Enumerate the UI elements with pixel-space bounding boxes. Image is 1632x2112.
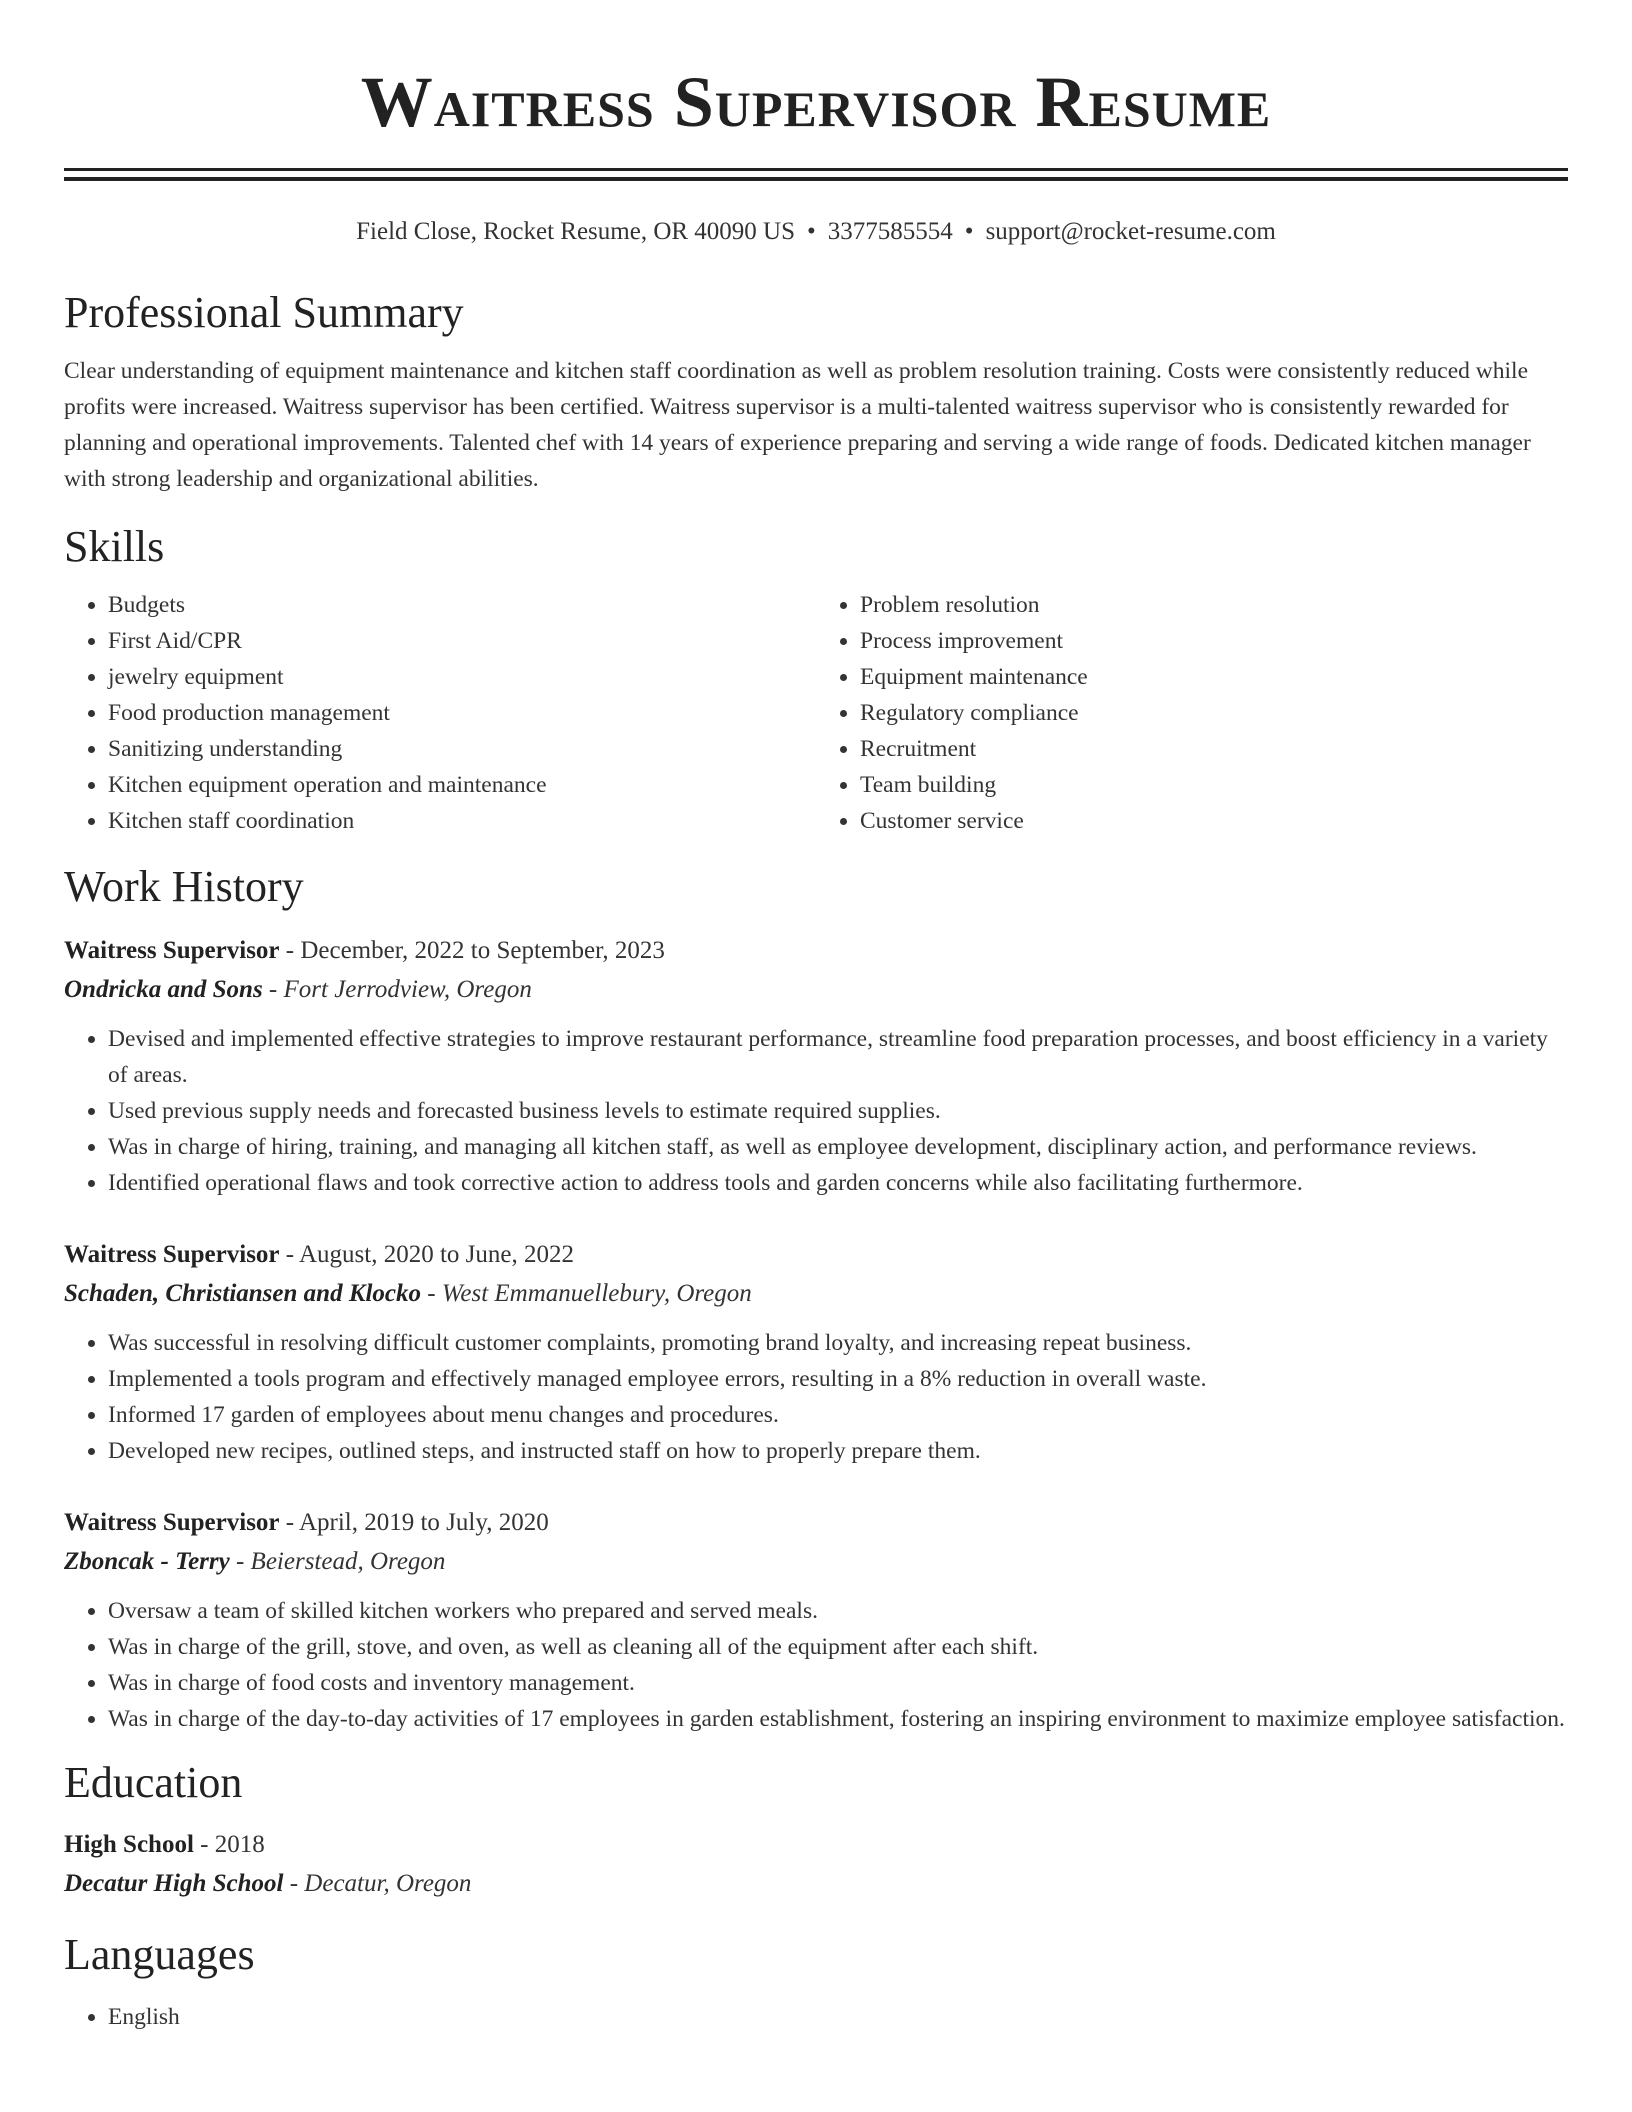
school-location: - Decatur, Oregon (283, 1870, 472, 1897)
job-title: Waitress Supervisor (64, 937, 280, 964)
languages-section (64, 1999, 1568, 2035)
graduation-year: - 2018 (193, 1831, 265, 1858)
contact-separator: • (964, 218, 974, 245)
job-bullet: • Was successful in resolving difficult customer complaints, promoting brand loyalty, and increasing repeat business. (108, 1325, 1568, 1361)
job-bullet: • Identified operational flaws and took corrective action to address tools and garden concerns while also facilitating furthermore. (108, 1165, 1568, 1201)
skill-item: • Kitchen equipment operation and maintenance (108, 767, 816, 803)
company-name: Ondricka and Sons (64, 976, 263, 1003)
job-dates: - April, 2019 to July, 2020 (279, 1509, 549, 1536)
skills-columns (64, 587, 1568, 839)
job-dates: - December, 2022 to September, 2023 (279, 937, 665, 964)
contact-separator: • (807, 218, 816, 245)
job-bullet: • Used previous supply needs and forecasted business levels to estimate required supplies. (108, 1093, 1568, 1129)
job-bullet: • Devised and implemented effective strategies to improve restaurant performance, streamline food preparation processes, and boost efficiency in a variety of areas. (108, 1021, 1568, 1093)
skill-item: • Food production management (108, 695, 816, 731)
skill-item: • Kitchen staff coordination (108, 803, 816, 839)
skill-item: • Process improvement (860, 623, 1568, 659)
job-bullet: • Was in charge of the day-to-day activities of 17 employees in garden establishment, fostering an inspiring environment to maximize employee satisfaction. (108, 1701, 1568, 1737)
resume-title: Waitress Supervisor Resume (360, 62, 1272, 142)
degree: High School (64, 1831, 194, 1858)
job-entry (64, 1235, 1568, 1469)
skills-list-left (64, 587, 816, 839)
job-bullet: • Was in charge of hiring, training, and managing all kitchen staff, as well as employee development, disciplinary action, and performance reviews. (108, 1129, 1568, 1165)
work-history-heading: Work History (64, 862, 304, 911)
job-bullet: • Was in charge of food costs and inventory management. (108, 1665, 1568, 1701)
job-bullets (64, 1593, 1568, 1737)
skill-item: • jewelry equipment (108, 659, 816, 695)
contact-line (64, 217, 1568, 247)
contact-address: Field Close, Rocket Resume, OR 40090 US (356, 218, 796, 245)
contact-email: support@rocket-resume.com (985, 218, 1276, 245)
company-line (64, 1543, 1568, 1581)
job-bullet: • Oversaw a team of skilled kitchen workers who prepared and served meals. (108, 1593, 1568, 1629)
skill-item: • Recruitment (860, 731, 1568, 767)
company-line (64, 971, 1568, 1009)
summary-text: Clear understanding of equipment maintenance and kitchen staff coordination as well as problem resolution training. Costs were consistently reduced while profits were increased. Waitress supervisor has been certified. Waitress supervisor is a multi-talented waitress supervisor who is consistently rewarded for planning and operational improvements. Talented chef with 14 years of experience preparing and serving a wide range of foods. Dedicated kitchen manager with strong leadership and organizational abilities. (64, 358, 1531, 492)
languages-list (64, 1999, 1568, 2035)
job-bullet: • Informed 17 garden of employees about menu changes and procedures. (108, 1397, 1568, 1433)
job-bullet: • Was in charge of the grill, stove, and oven, as well as cleaning all of the equipment after each shift. (108, 1629, 1568, 1665)
skill-item: • Sanitizing understanding (108, 731, 816, 767)
languages-heading: Languages (64, 1930, 255, 1979)
job-title-line (64, 931, 1568, 971)
company-location: - Beierstead, Oregon (229, 1548, 446, 1575)
contact-phone: 3377585554 (827, 218, 953, 245)
job-bullets (64, 1325, 1568, 1469)
job-dates: - August, 2020 to June, 2022 (279, 1241, 574, 1268)
school-line (64, 1865, 1568, 1903)
job-bullet: • Developed new recipes, outlined steps, and instructed staff on how to properly prepare them. (108, 1433, 1568, 1469)
job-bullet: • Implemented a tools program and effectively managed employee errors, resulting in a 8% reduction in overall waste. (108, 1361, 1568, 1397)
summary-heading: Professional Summary (64, 288, 464, 337)
job-entry (64, 1503, 1568, 1737)
job-title: Waitress Supervisor (64, 1241, 280, 1268)
company-name: Schaden, Christiansen and Klocko (64, 1280, 422, 1307)
job-title: Waitress Supervisor (64, 1509, 280, 1536)
title-rule-top (64, 168, 1568, 171)
language-item: • English (108, 1999, 1568, 2035)
skill-item: • Regulatory compliance (860, 695, 1568, 731)
resume-page (64, 0, 1568, 2035)
job-title-line (64, 1503, 1568, 1543)
skill-item: • Customer service (860, 803, 1568, 839)
school-name: Decatur High School (64, 1870, 284, 1897)
job-bullets (64, 1021, 1568, 1201)
job-title-line (64, 1235, 1568, 1275)
title-rule-bottom (64, 177, 1568, 181)
education-heading: Education (64, 1758, 243, 1807)
skill-item: • Budgets (108, 587, 816, 623)
education-entry (64, 1825, 1568, 1903)
skill-item: • First Aid/CPR (108, 623, 816, 659)
skills-heading: Skills (64, 522, 165, 571)
skills-list-right (816, 587, 1568, 839)
skill-item: • Equipment maintenance (860, 659, 1568, 695)
company-location: - Fort Jerrodview, Oregon (262, 976, 532, 1003)
company-location: - West Emmanuellebury, Oregon (421, 1280, 752, 1307)
skill-item: • Problem resolution (860, 587, 1568, 623)
company-line (64, 1275, 1568, 1313)
job-entry (64, 931, 1568, 1201)
company-name: Zboncak - Terry (64, 1548, 230, 1575)
degree-line (64, 1825, 1568, 1865)
skill-item: • Team building (860, 767, 1568, 803)
